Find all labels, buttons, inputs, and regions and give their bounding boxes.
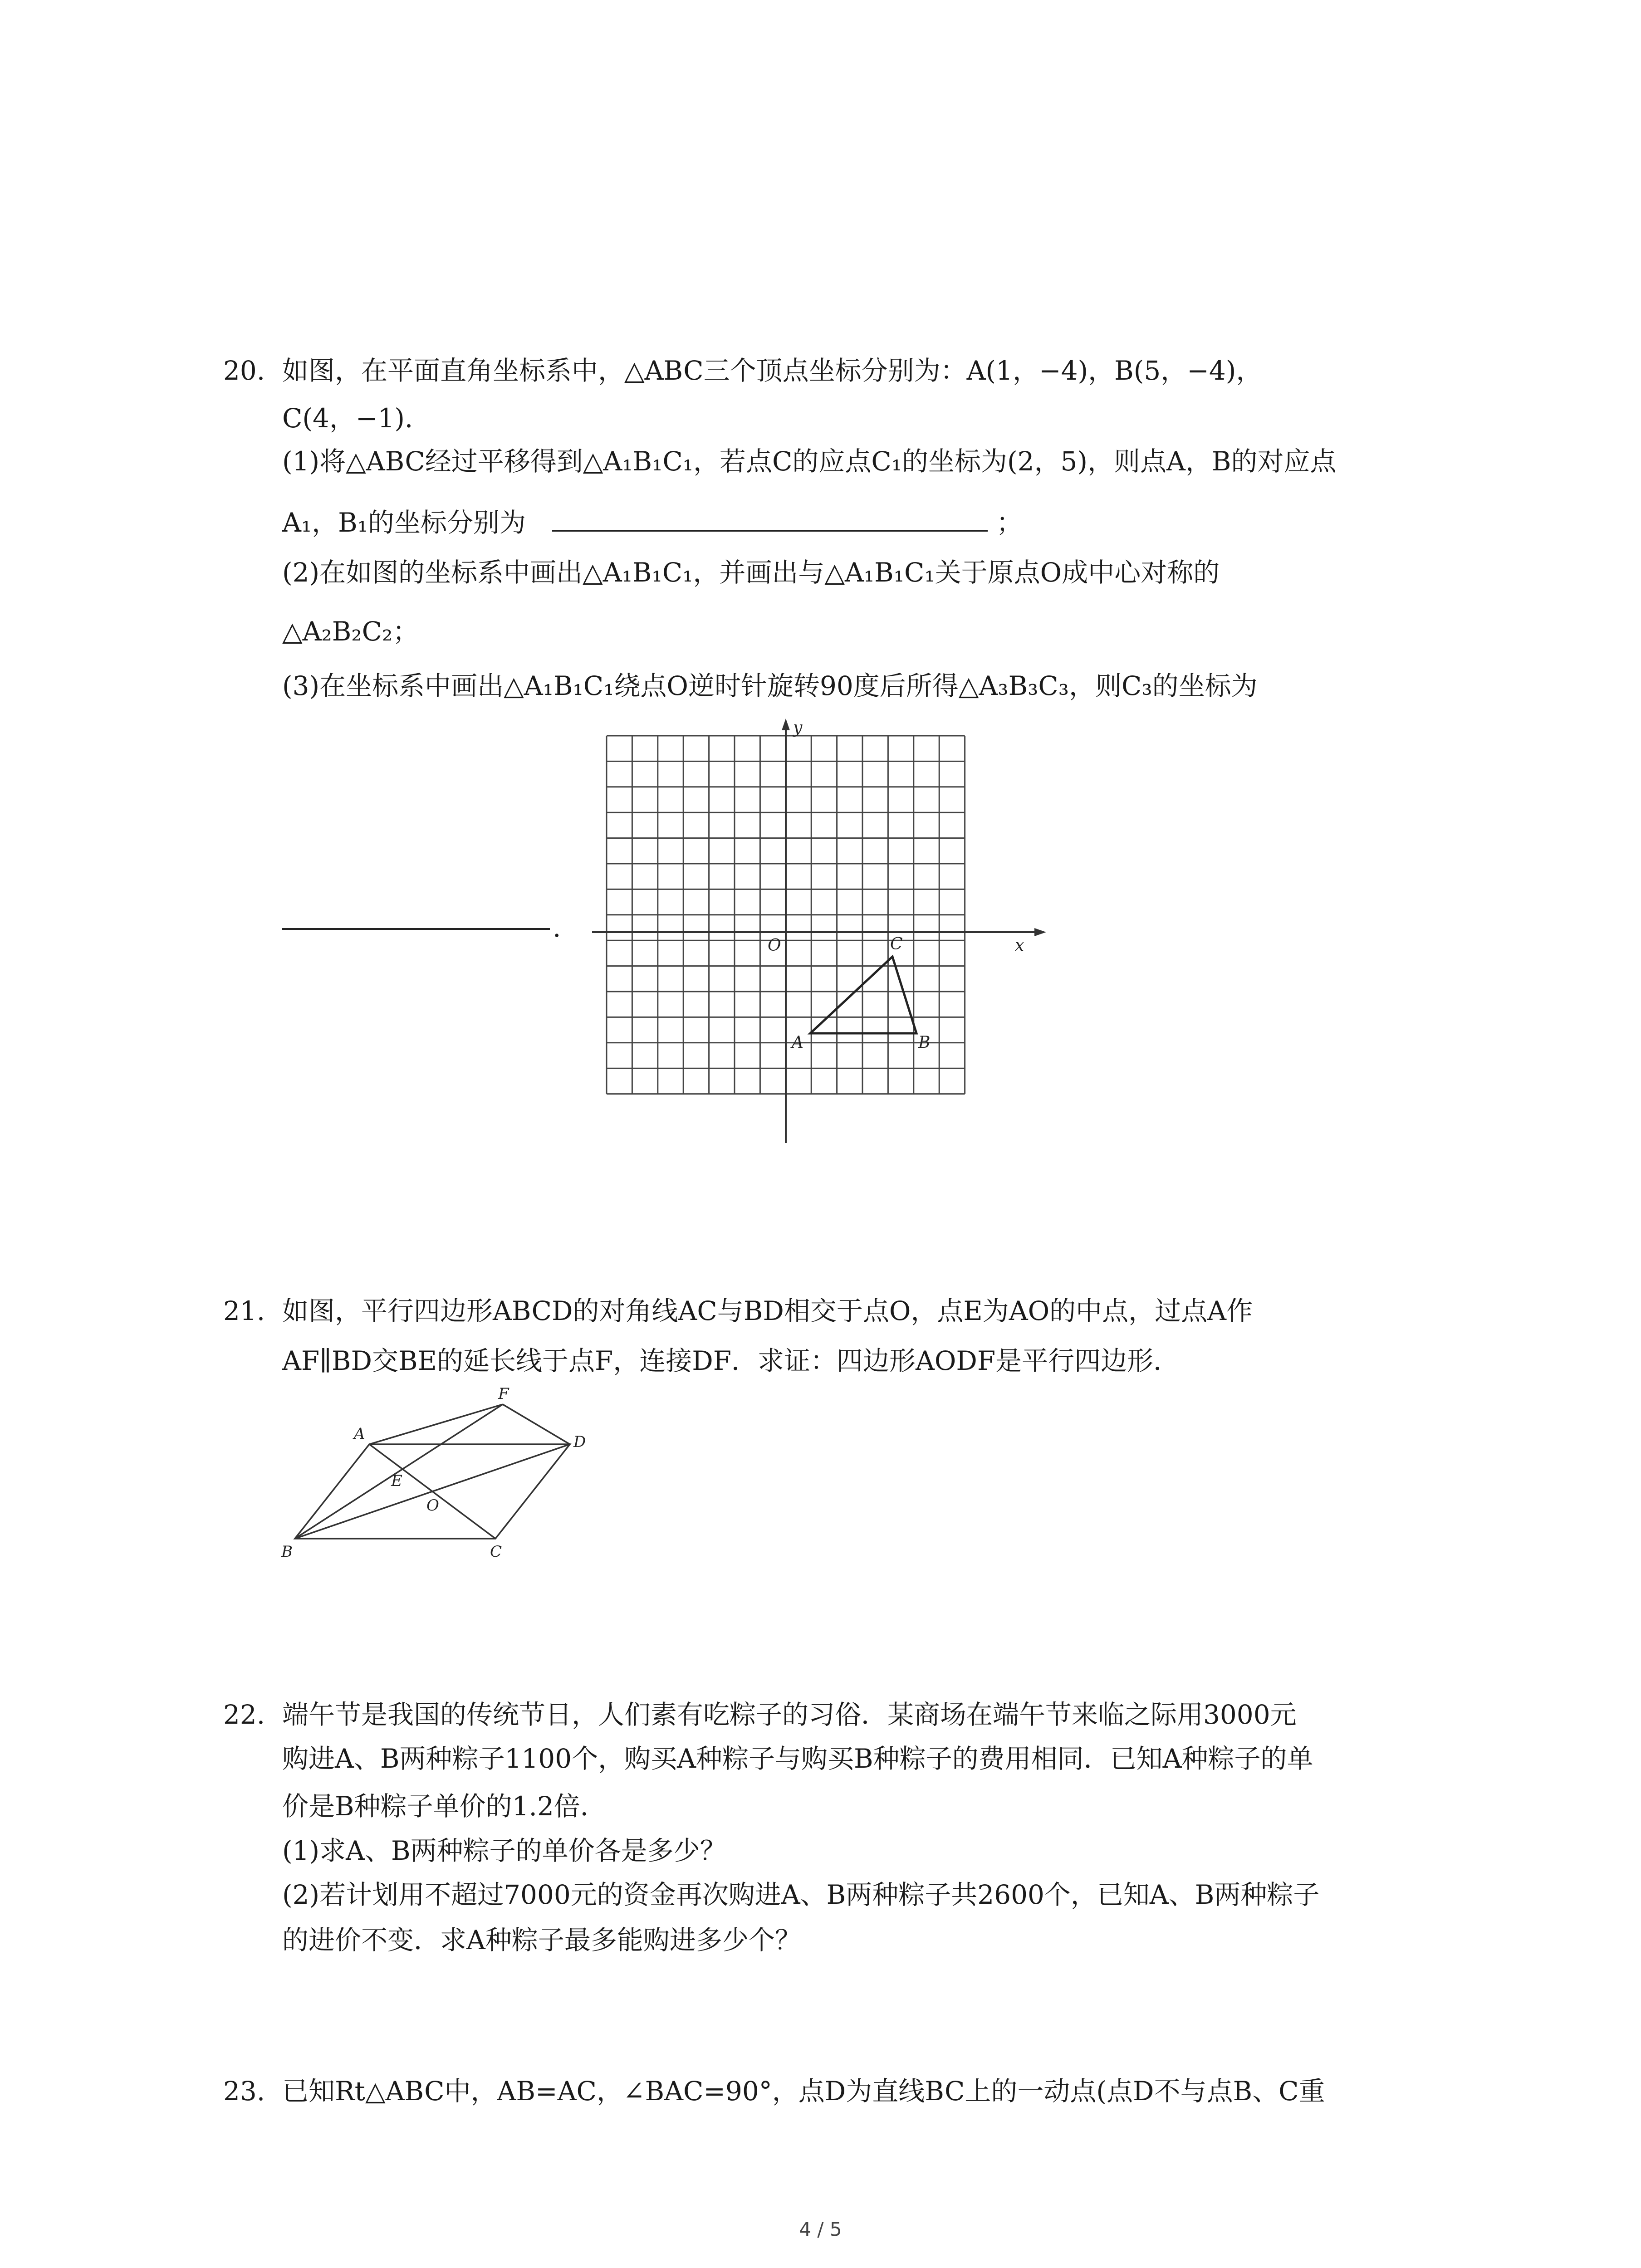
q20-part1-line1: (1)将△ABC经过平移得到△A₁B₁C₁，若点C的应点C₁的坐标为(2，5)，则点A，B的对应点 [282, 446, 1337, 477]
triangle-abc [810, 957, 916, 1033]
q20-answer-blank-3 [282, 928, 550, 930]
x-axis-arrow [1034, 928, 1046, 936]
q20-part3-line1: (3)在坐标系中画出△A₁B₁C₁绕点O逆时针旋转90度后所得△A₃B₃C₃，则C₃的坐标为 [282, 670, 1258, 701]
point-c-label: C [890, 935, 903, 953]
label-d: D [573, 1433, 586, 1451]
diagonal-bd [295, 1444, 570, 1539]
page-number: 4 / 5 [799, 2218, 842, 2240]
q20-part2-line2: △A₂B₂C₂； [282, 616, 419, 647]
label-c: C [490, 1543, 502, 1561]
q22-line1: 端午节是我国的传统节日，人们素有吃粽子的习俗．某商场在端午节来临之际用3000元 [282, 1699, 1297, 1730]
y-axis-arrow [782, 719, 790, 730]
q20-part1-line2-text: A₁，B₁的坐标分别为 [282, 507, 526, 538]
q22-line2: 购进A、B两种粽子1100个，购买A种粽子与购买B种粽子的费用相同．已知A种粽子的单 [282, 1743, 1313, 1774]
q22-part2-line1: (2)若计划用不超过7000元的资金再次购进A、B两种粽子共2600个，已知A、B两种粽子 [282, 1879, 1320, 1910]
q20-stem-line2: C(4，−1)． [282, 403, 431, 434]
q20-part1-end: ； [996, 507, 1023, 538]
q23-number: 23. [223, 2076, 265, 2107]
q20-stem-line1: 如图，在平面直角坐标系中，△ABC三个顶点坐标分别为：A(1，−4)，B(5，−4)， [282, 355, 1263, 386]
q21-line2: AF∥BD交BE的延长线于点F，连接DF．求证：四边形AODF是平行四边形． [282, 1345, 1180, 1376]
q21-parallelogram-figure [272, 1379, 599, 1569]
q22-line3: 价是B种粽子单价的1.2倍． [282, 1791, 607, 1822]
q20-part2-line1: (2)在如图的坐标系中画出△A₁B₁C₁，并画出与△A₁B₁C₁关于原点O成中心对称的 [282, 557, 1220, 588]
segment-df [503, 1404, 570, 1444]
origin-label: O [768, 936, 781, 955]
q20-answer-blank-1 [552, 507, 988, 532]
label-f: F [498, 1385, 509, 1403]
q20-part3-end: . [553, 912, 561, 943]
segment-af [369, 1404, 503, 1444]
label-e: E [391, 1472, 402, 1490]
q21-line1: 如图，平行四边形ABCD的对角线AC与BD相交于点O，点E为AO的中点，过点A作 [282, 1295, 1253, 1326]
q23-line1: 已知Rt△ABC中，AB=AC，∠BAC=90°，点D为直线BC上的一动点(点D不与点B、C重 [282, 2076, 1325, 2107]
y-axis-label: y [793, 719, 803, 737]
q22-part2-line2: 的进价不变．求A种粽子最多能购进多少个？ [282, 1925, 801, 1955]
q21-number: 21. [223, 1295, 265, 1326]
point-a-label: A [792, 1033, 803, 1052]
label-a: A [354, 1425, 365, 1443]
line-bf [295, 1404, 503, 1539]
q20-part1-line2 [282, 504, 1023, 541]
label-b: B [281, 1543, 293, 1561]
q22-part1: (1)求A、B两种粽子的单价各是多少？ [282, 1835, 726, 1866]
x-axis-label: x [1015, 936, 1024, 955]
label-o: O [426, 1496, 439, 1515]
q20-coordinate-grid [581, 717, 1062, 1152]
q20-number: 20. [223, 355, 265, 386]
q22-number: 22. [223, 1699, 265, 1730]
point-b-label: B [918, 1033, 931, 1052]
